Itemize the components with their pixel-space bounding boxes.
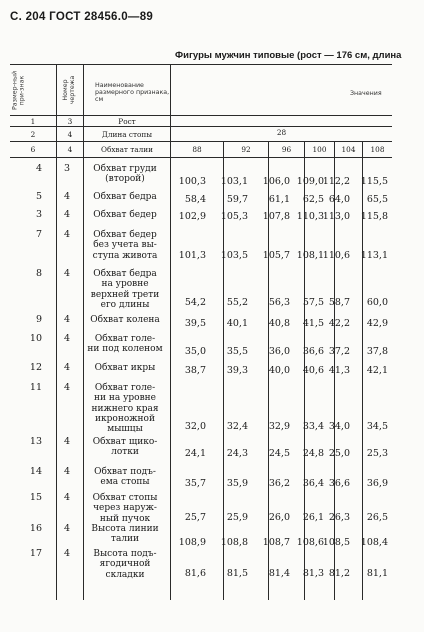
row-value: 36,6 xyxy=(328,478,350,489)
waist-name: Обхват талии xyxy=(100,145,154,154)
row-value: 60,0 xyxy=(366,297,388,308)
row-value: 105,7 xyxy=(262,250,290,261)
row-value: 36,4 xyxy=(302,478,324,489)
row-value: 108,9 xyxy=(178,537,206,548)
row-value: 61,1 xyxy=(268,194,290,205)
row-value: 108,8 xyxy=(220,537,248,548)
row-value: 35,0 xyxy=(184,346,206,357)
row-value: 24,3 xyxy=(226,448,248,459)
row-number: 3 xyxy=(35,209,42,220)
row-value: 24,8 xyxy=(302,448,324,459)
row-value: 101,3 xyxy=(178,250,206,261)
row-value: 108,1 xyxy=(296,250,324,261)
row-value: 64,0 xyxy=(328,194,350,205)
row-number: 15 xyxy=(29,492,42,503)
row-number: 8 xyxy=(35,268,42,279)
row-value: 81,5 xyxy=(226,568,248,579)
row-drawing: 4 xyxy=(63,209,70,220)
row-value: 24,5 xyxy=(268,448,290,459)
row-value: 35,9 xyxy=(226,478,248,489)
row-drawing: 4 xyxy=(63,333,70,344)
row2-value: 28 xyxy=(276,128,287,137)
row-number: 7 xyxy=(35,229,42,240)
row-value: 115,8 xyxy=(360,211,388,222)
row-drawing: 4 xyxy=(63,548,70,559)
row-number: 9 xyxy=(35,314,42,325)
row-value: 103,1 xyxy=(220,176,248,187)
row-value: 41,5 xyxy=(302,318,324,329)
row-value: 113,0 xyxy=(322,211,350,222)
row-value: 56,3 xyxy=(268,297,290,308)
row-name: Обхват груди (второй) xyxy=(93,164,157,185)
col2-header: Номер чертежа xyxy=(62,75,76,105)
row-number: 4 xyxy=(35,163,42,174)
row-value: 36,6 xyxy=(302,346,324,357)
row-name: Обхват бедра xyxy=(93,192,157,202)
row-value: 32,9 xyxy=(268,421,290,432)
row-value: 37,2 xyxy=(328,346,350,357)
values-header: Значения xyxy=(350,90,382,97)
row-value: 108,7 xyxy=(262,537,290,548)
row-value: 25,9 xyxy=(226,512,248,523)
header-bottom-rule xyxy=(10,115,392,116)
row-value: 36,9 xyxy=(366,478,388,489)
row-value: 26,3 xyxy=(328,512,350,523)
row-value: 38,7 xyxy=(184,365,206,376)
row-value: 32,4 xyxy=(226,421,248,432)
row1-name: Рост xyxy=(118,117,136,126)
row-value: 81,6 xyxy=(184,568,206,579)
row-value: 35,5 xyxy=(226,346,248,357)
row-drawing: 4 xyxy=(63,466,70,477)
row-number: 16 xyxy=(29,523,42,534)
row-value: 54,2 xyxy=(184,297,206,308)
row-value: 26,1 xyxy=(302,512,324,523)
row2-drawing: 4 xyxy=(67,130,73,139)
row-value: 25,3 xyxy=(366,448,388,459)
row-value: 108,6 xyxy=(296,537,324,548)
row-value: 100,3 xyxy=(178,176,206,187)
row-name: Высота линии талии xyxy=(91,524,159,545)
row-value: 102,9 xyxy=(178,211,206,222)
row-drawing: 4 xyxy=(63,229,70,240)
row-drawing: 4 xyxy=(63,492,70,503)
row-number: 5 xyxy=(35,191,42,202)
row-value: 39,5 xyxy=(184,318,206,329)
row-name: Обхват подъ- ема стопы xyxy=(94,467,156,488)
waist-value: 88 xyxy=(192,145,202,154)
row-value: 55,2 xyxy=(226,297,248,308)
row-name: Обхват голе- ни на уровне нижнего края икроножной мышцы xyxy=(91,383,159,435)
row-value: 40,0 xyxy=(268,365,290,376)
row-name: Обхват голе- ни под коленом xyxy=(87,334,163,355)
row-name: Обхват икры xyxy=(94,363,156,373)
row-number: 10 xyxy=(29,333,42,344)
row-value: 57,5 xyxy=(302,297,324,308)
row-name: Обхват колена xyxy=(90,315,160,325)
row-value: 42,1 xyxy=(366,365,388,376)
row-value: 105,3 xyxy=(220,211,248,222)
page-header: С. 204 ГОСТ 28456.0—89 xyxy=(10,11,154,23)
row-value: 40,6 xyxy=(302,365,324,376)
row2-num: 2 xyxy=(30,130,36,139)
row-drawing: 4 xyxy=(63,191,70,202)
row-value: 36,2 xyxy=(268,478,290,489)
row-value: 41,3 xyxy=(328,365,350,376)
row-value: 59,7 xyxy=(226,194,248,205)
waist-value: 92 xyxy=(241,145,251,154)
row-value: 110,6 xyxy=(322,250,350,261)
row-value: 113,1 xyxy=(360,250,388,261)
row-value: 26,5 xyxy=(366,512,388,523)
row-value: 24,1 xyxy=(184,448,206,459)
row-value: 36,0 xyxy=(268,346,290,357)
row-value: 40,1 xyxy=(226,318,248,329)
row-value: 107,8 xyxy=(262,211,290,222)
row-number: 12 xyxy=(29,362,42,373)
row-value: 26,0 xyxy=(268,512,290,523)
row-value: 81,4 xyxy=(268,568,290,579)
row-value: 112,2 xyxy=(322,176,350,187)
row2-name: Длина стопы xyxy=(101,130,153,139)
row-drawing: 3 xyxy=(63,163,70,174)
row-value: 42,9 xyxy=(366,318,388,329)
waist-value: 100 xyxy=(312,145,327,154)
row-value: 33,4 xyxy=(302,421,324,432)
row-value: 39,3 xyxy=(226,365,248,376)
row-drawing: 4 xyxy=(63,382,70,393)
row-value: 115,5 xyxy=(360,176,388,187)
row-value: 103,5 xyxy=(220,250,248,261)
waist-value: 96 xyxy=(281,145,292,154)
row-name: Высота подъ- ягодичной складки xyxy=(93,549,157,580)
row-number: 13 xyxy=(29,436,42,447)
waist-drawing: 4 xyxy=(67,145,73,154)
row-name: Обхват стопы через наруж- ный пучок xyxy=(92,493,158,524)
waist-num: 6 xyxy=(30,145,36,154)
row-number: 17 xyxy=(29,548,42,559)
row-value: 109,0 xyxy=(296,176,324,187)
col1-header: Размер-ный при-знак xyxy=(11,70,26,111)
row-value: 65,5 xyxy=(366,194,388,205)
row1-drawing: 3 xyxy=(67,117,73,126)
row-name: Обхват бедер без учета вы- ступа живота xyxy=(92,230,158,261)
row-name: Обхват щико- лотки xyxy=(92,437,158,458)
row-value: 34,0 xyxy=(328,421,350,432)
row-value: 81,3 xyxy=(302,568,324,579)
col3-header: Наименование размерного признака, см xyxy=(95,82,170,103)
row-value: 81,2 xyxy=(328,568,350,579)
row1-bottom-rule xyxy=(10,126,392,127)
row-value: 37,8 xyxy=(366,346,388,357)
waist-value: 104 xyxy=(341,145,356,154)
row-value: 40,8 xyxy=(268,318,290,329)
row-value: 35,7 xyxy=(184,478,206,489)
row-value: 34,5 xyxy=(366,421,388,432)
row-drawing: 4 xyxy=(63,523,70,534)
row-value: 62,5 xyxy=(302,194,324,205)
row-value: 32,0 xyxy=(184,421,206,432)
row-value: 81,1 xyxy=(366,568,388,579)
row-value: 42,2 xyxy=(328,318,350,329)
table-caption: Фигуры мужчин типовые (рост — 176 см, длина xyxy=(175,50,402,61)
row-value: 58,7 xyxy=(328,297,350,308)
row-drawing: 4 xyxy=(63,436,70,447)
row-value: 25,0 xyxy=(328,448,350,459)
row-number: 14 xyxy=(29,466,42,477)
row-value: 25,7 xyxy=(184,512,206,523)
row-drawing: 4 xyxy=(63,314,70,325)
waist-value: 108 xyxy=(370,145,385,154)
row1-num: 1 xyxy=(30,117,36,126)
table-top-rule xyxy=(10,64,392,65)
row-drawing: 4 xyxy=(63,362,70,373)
row-value: 106,0 xyxy=(262,176,290,187)
row-value: 110,3 xyxy=(296,211,324,222)
row-value: 108,5 xyxy=(322,537,350,548)
row-name: Обхват бедер xyxy=(93,210,157,220)
row-value: 58,4 xyxy=(184,194,206,205)
row-number: 11 xyxy=(29,382,42,393)
row-drawing: 4 xyxy=(63,268,70,279)
row-value: 108,4 xyxy=(360,537,388,548)
row-name: Обхват бедра на уровне верхней трети его длины xyxy=(90,269,160,310)
